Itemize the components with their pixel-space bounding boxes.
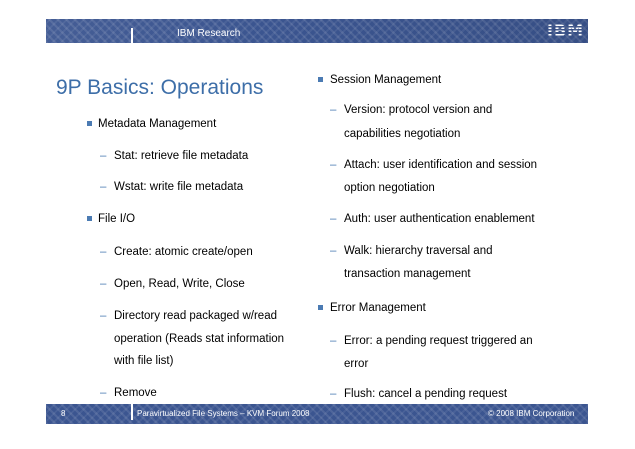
- dash-icon: –: [100, 278, 107, 290]
- footer-copyright: © 2008 IBM Corporation: [488, 409, 575, 418]
- dash-icon: –: [100, 387, 107, 399]
- bullet-square-icon: [318, 305, 323, 310]
- dash-icon: –: [330, 104, 337, 116]
- list-item: Remove: [114, 387, 157, 399]
- page-number: 8: [61, 409, 66, 418]
- list-item: with file list): [114, 355, 174, 367]
- list-item: Auth: user authentication enablement: [344, 213, 535, 225]
- section-session-label: Session Management: [330, 74, 442, 86]
- dash-icon: –: [330, 159, 337, 171]
- list-item: Wstat: write file metadata: [114, 181, 244, 193]
- dash-icon: –: [100, 246, 107, 258]
- list-item: operation (Reads stat information: [114, 333, 285, 345]
- section-metadata-label: Metadata Management: [98, 118, 217, 130]
- footer-conference: Paravirtualized File Systems – KVM Forum 2008: [137, 409, 310, 418]
- list-item: Directory read packaged w/read: [114, 310, 277, 322]
- dash-icon: –: [330, 335, 337, 347]
- list-item: Open, Read, Write, Close: [114, 278, 245, 290]
- bullet-square-icon: [87, 121, 92, 126]
- list-item: Error: a pending request triggered an: [344, 335, 533, 347]
- dash-icon: –: [330, 388, 337, 400]
- section-fileio-label: File I/O: [98, 213, 136, 225]
- list-item: capabilities negotiation: [344, 128, 461, 140]
- footer-divider: [131, 403, 133, 420]
- section-error-label: Error Management: [330, 302, 426, 314]
- dash-icon: –: [100, 150, 107, 162]
- list-item: Flush: cancel a pending request: [344, 388, 508, 400]
- list-item: transaction management: [344, 268, 471, 280]
- list-item: Attach: user identification and session: [344, 159, 538, 171]
- header-divider: [131, 28, 133, 46]
- header-bar: [46, 19, 588, 43]
- list-item: Version: protocol version and: [344, 104, 493, 116]
- bullet-square-icon: [318, 77, 323, 82]
- ibm-logo: IBM: [547, 21, 585, 40]
- dash-icon: –: [330, 245, 337, 257]
- list-item: option negotiation: [344, 182, 435, 194]
- dash-icon: –: [330, 213, 337, 225]
- list-item: Stat: retrieve file metadata: [114, 150, 249, 162]
- list-item: error: [344, 358, 369, 370]
- list-item: Create: atomic create/open: [114, 246, 253, 258]
- slide-title: 9P Basics: Operations: [56, 76, 264, 99]
- bullet-square-icon: [87, 216, 92, 221]
- list-item: Walk: hierarchy traversal and: [344, 245, 493, 257]
- header-title: IBM Research: [177, 28, 241, 39]
- dash-icon: –: [100, 310, 107, 322]
- dash-icon: –: [100, 181, 107, 193]
